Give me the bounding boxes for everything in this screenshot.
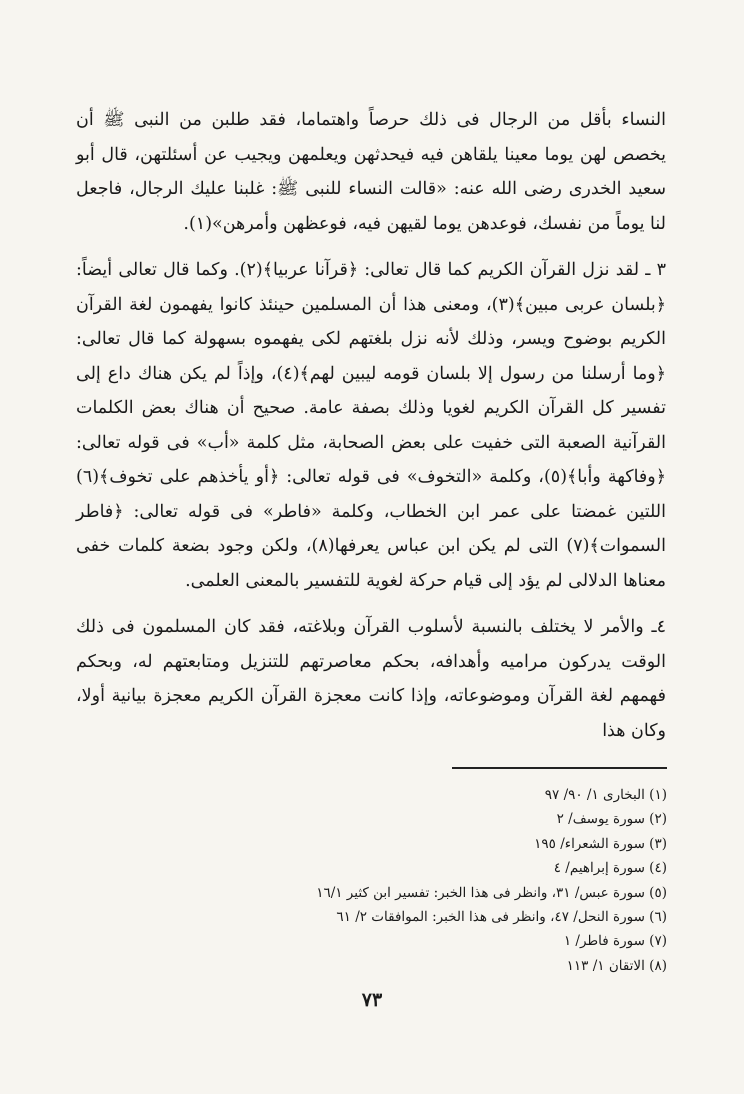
footnote-item: (٨) الاتقان ١/ ١١٣ [566, 957, 667, 974]
footnotes-list [150, 783, 667, 978]
footnote-item: (٦) سورة النحل/ ٤٧، وانظر فى هذا الخبر: الموافقات ٢/ ٦١ [336, 909, 667, 926]
footnote-item: (٥) سورة عبس/ ٣١، وانظر فى هذا الخبر: تفسير ابن كثير ١٦/١ [316, 884, 667, 901]
footnote-separator [452, 767, 667, 769]
footnote-item: (٢) سورة يوسف/ ٢ [556, 811, 667, 828]
paragraph-continuation: النساء بأقل من الرجال فى ذلك حرصاً واهتماما، فقد طلبن من النبى ﷺ أن يخصص لهن يوما معينا يلقاهن فيه فيحدثهن ويعلمهن ويجيب عن أسئلتهن، قال أبو سعيد الخدرى رضى الله عنه: «قالت النساء للنبى ﷺ: غلبنا عليك الرجال، فاجعل لنا يوماً من نفسك، فوعدهن يوما لقيهن فيه، فوعظهن وأمرهن»(١). [76, 110, 666, 234]
footnote-item: (٧) سورة فاطر/ ١ [563, 933, 667, 950]
page-number: ٧٣ [361, 989, 383, 1011]
footnote-item: (٣) سورة الشعراء/ ١٩٥ [534, 835, 667, 852]
paragraph-point-3: ٣ ـ لقد نزل القرآن الكريم كما قال تعالى: ﴿قرآنا عربيا﴾(٢). وكما قال تعالى أيضاً: ﴿بلسان عربى مبين﴾(٣)، ومعنى هذا أن المسلمين حينئذ كانوا يفهمون لغة القرآن الكريم بوضوح ويسر، وذلك لأنه نزل بلغتهم لكى يفهموه بسهولة كما قال تعالى: ﴿وما أرسلنا من رسول إلا بلسان قومه ليبين لهم﴾(٤)، وإذاً لم يكن هناك داع إلى تفسير كل القرآن الكريم لغويا وذلك بصفة عامة. صحيح أن هناك بعض الكلمات القرآنية الصعبة التى خفيت على بعض الصحابة، مثل كلمة «أب» فى قوله تعالى: ﴿وفاكهة وأبا﴾(٥)، وكلمة «التخوف» فى قوله تعالى: ﴿أو يأخذهم على تخوف﴾(٦) اللتين غمضتا على عمر ابن الخطاب، وكلمة «فاطر» فى قوله تعالى: ﴿فاطر السموات﴾(٧) التى لم يكن ابن عباس يعرفها(٨)، ولكن وجود بضعة كلمات خفى معناها الدلالى لم يؤد إلى قيام حركة لغوية للتفسير بالمعنى العلمى. [76, 260, 667, 591]
main-text [76, 103, 666, 760]
footnote-item: (١) البخارى ١/ ٩٠/ ٩٧ [544, 787, 667, 803]
footnote-item: (٤) سورة إبراهيم/ ٤ [553, 860, 667, 877]
paragraph-point-4: ٤ـ والأمر لا يختلف بالنسبة لأسلوب القرآن وبلاغته، فقد كان المسلمون فى ذلك الوقت يدركون مراميه وأهدافه، بحكم معاصرتهم للتنزيل ومتابعتهم له، وبحكم فهمهم لغة القرآن وموضوعاته، وإذا كانت معجزة القرآن الكريم معجزة بيانية أولا، وكان هذا [76, 617, 666, 741]
